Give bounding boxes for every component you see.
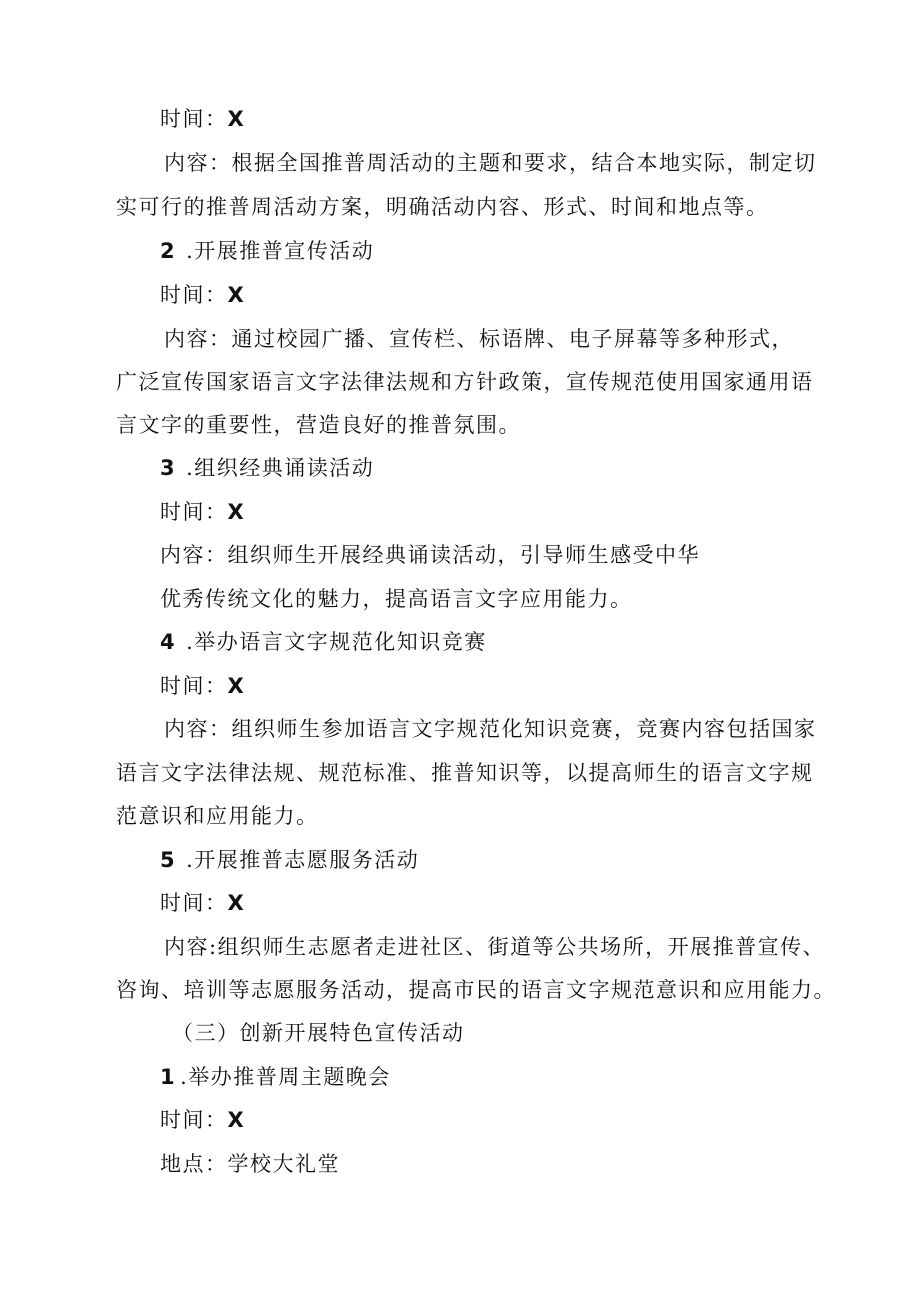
content-line: 广泛宣传国家语言文字法律法规和方针政策，宣传规范使用国家通用语 (116, 370, 814, 394)
location-line: 地点：学校大礼堂 (160, 1152, 340, 1176)
content-line: 内容：组织师生开展经典诵读活动，引导师生感受中华 (160, 543, 700, 567)
content-line: 内容：通过校园广播、宣传栏、标语牌、电子屏幕等多种形式， (164, 327, 794, 351)
content-line: 语言文字法律法规、规范标准、推普知识等，以提高师生的语言文字规 (116, 761, 814, 785)
section-heading: 2 .开展推普宣传活动 (160, 239, 375, 263)
time-line: 时间：X (160, 1108, 246, 1132)
section-heading: 4 .举办语言文字规范化知识竞赛 (160, 630, 487, 654)
time-line: 时间：X (160, 107, 246, 131)
section-heading: 3 .组织经典诵读活动 (160, 456, 375, 480)
content-line: 内容：根据全国推普周活动的主题和要求，结合本地实际，制定切 (164, 151, 817, 175)
section-heading: 5 .开展推普志愿服务活动 (160, 848, 420, 872)
content-line: 咨询、培训等志愿服务活动，提高市民的语言文字规范意识和应用能力。 (116, 978, 836, 1002)
time-line: 时间：X (160, 674, 246, 698)
subsection-heading: （三）创新开展特色宣传活动 (172, 1021, 465, 1045)
content-line: 内容:组织师生志愿者走进社区、街道等公共场所，开展推普宣传、 (164, 935, 826, 959)
content-line: 范意识和应用能力。 (116, 804, 319, 828)
content-line: 优秀传统文化的魅力，提高语言文字应用能力。 (160, 587, 633, 611)
content-line: 内容：组织师生参加语言文字规范化知识竞赛，竞赛内容包括国家 (164, 717, 817, 741)
content-line: 言文字的重要性，营造良好的推普氛围。 (116, 413, 521, 437)
content-line: 实可行的推普周活动方案，明确活动内容、形式、时间和地点等。 (116, 195, 769, 219)
time-line: 时间：X (160, 891, 246, 915)
time-line: 时间：X (160, 283, 246, 307)
time-line: 时间：X (160, 500, 246, 524)
section-heading: 1 .举办推普周主题晚会 (160, 1065, 391, 1089)
